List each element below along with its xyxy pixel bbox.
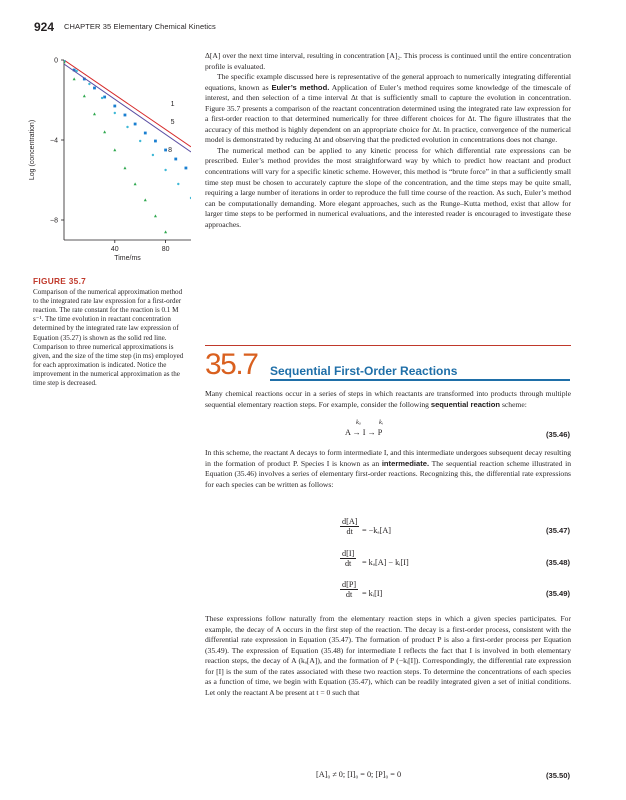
data-point bbox=[103, 96, 106, 99]
data-point bbox=[144, 132, 147, 135]
equation-35-49-rhs: = kᵢ[I] bbox=[362, 589, 383, 598]
section-number: 35.7 bbox=[205, 348, 258, 381]
data-point bbox=[174, 158, 177, 161]
x-tick-label: 40 bbox=[110, 246, 119, 253]
y-axis-label: Log (concentration) bbox=[29, 119, 36, 181]
body-paragraph-scheme: In this scheme, the reactant A decays to form intermediate I, and this intermediate undergoes subsequent decay resulting in the formation of product P. Species I is known as an intermediate. The sequential reaction scheme illustrated in Equation (35.46) involves a series of elementary first-order reactions. Recognizing this, the differential rate expressions for each species can be written as follows: bbox=[205, 448, 571, 489]
equation-number: (35.48) bbox=[545, 558, 570, 567]
running-header bbox=[0, 20, 626, 34]
data-point bbox=[88, 83, 90, 85]
term-euler: Euler’s method. bbox=[271, 82, 330, 92]
data-point bbox=[114, 112, 116, 114]
equation-35-46 bbox=[345, 419, 383, 437]
data-point bbox=[139, 140, 141, 142]
equation-number: (35.49) bbox=[545, 589, 570, 598]
data-point bbox=[124, 114, 127, 117]
data-point bbox=[83, 94, 86, 97]
equation-35-48-rhs: = kₐ[A] − kᵢ[I] bbox=[362, 558, 409, 567]
equation-number: (35.50) bbox=[545, 771, 570, 780]
data-point bbox=[174, 246, 177, 249]
term-sequential: sequential reaction bbox=[430, 399, 501, 409]
data-point bbox=[134, 182, 137, 185]
series-label: 1 bbox=[170, 101, 175, 108]
term-intermediate: intermediate. bbox=[381, 458, 430, 468]
data-point bbox=[144, 198, 147, 201]
data-point bbox=[126, 126, 128, 128]
body-column-top bbox=[205, 51, 571, 230]
section-rule bbox=[205, 345, 571, 346]
equation-35-47-fraction: $\frac{d[A]}{dt}$ bbox=[342, 517, 358, 536]
equation-35-47-rhs: = −kₐ[A] bbox=[362, 526, 391, 535]
x-axis-label: Time/ms bbox=[114, 255, 141, 262]
rate-constant-ka: kₐ bbox=[356, 419, 361, 426]
data-point bbox=[101, 97, 103, 99]
page-number: 924 bbox=[34, 20, 55, 34]
data-point bbox=[185, 167, 188, 170]
rate-constant-ki: kᵢ bbox=[379, 419, 383, 426]
equation-number: (35.47) bbox=[545, 526, 570, 535]
body-paragraph-explanation: These expressions follow naturally from the elementary reaction steps in which a given species participates. For example, the decay of A occurs in the first step of the reaction. The decay is a first-order process, consistent with the differential rate expression in Equation (35.47). The formation of product P is also a first-order process per Equation (35.49). The expression of Equation (35.48) for intermediate I reflects the fact that I is involved in both elementary reaction steps, the decay of A (kₐ[A]), and the formation of P (−kᵢ[I]). Correspondingly, the differential rate expression for [I] is the sum of the rates associated with these two reaction steps. To determine the concentrations of each species as a function of time, we begin with Equation (35.47), which can be readily integrated given a set of initial conditions. Let only the reactant A be present at t = 0 such that bbox=[205, 614, 571, 697]
data-point bbox=[152, 154, 154, 156]
data-point bbox=[113, 148, 116, 151]
section-title: Sequential First-Order Reactions bbox=[270, 364, 458, 378]
x-tick-label: 80 bbox=[161, 246, 170, 253]
data-point bbox=[164, 169, 166, 171]
figure-label: FIGURE 35.7 bbox=[33, 276, 87, 286]
series-label: 5 bbox=[170, 119, 175, 126]
data-point bbox=[113, 105, 116, 108]
equation-35-50: [A]₀ ≠ 0; [I]₀ = 0; [P]₀ = 0 bbox=[316, 770, 402, 779]
chart-labels bbox=[29, 58, 175, 263]
data-point bbox=[93, 112, 96, 115]
series-label: 8 bbox=[168, 147, 173, 154]
body-paragraph-intro: Many chemical reactions occur in a series of steps in which reactants are transformed into products through multiple sequential elementary reaction steps. For example, consider the following sequential reaction scheme: bbox=[205, 389, 571, 409]
y-tick-label: −8 bbox=[50, 217, 58, 225]
data-point bbox=[164, 230, 167, 233]
equation-35-48-fraction: $\frac{d[I]}{dt}$ bbox=[342, 549, 355, 568]
reaction-scheme: A → I → P bbox=[345, 428, 383, 437]
data-point bbox=[154, 214, 157, 217]
data-point bbox=[154, 140, 157, 143]
figure-caption-block bbox=[33, 277, 189, 388]
figure-caption: Comparison of the numerical approximation method to the integrated rate law expression for a first-order reaction. The rate constant for the reaction is 0.1 M s⁻¹. The time evolution in reactant concentration determined by the integrated rate law expression of Equation (35.27) is shown as the solid red line. Comparison to three numerical approximations is given, and the size of the time step (in ms) employed for each approximation is indicated. Notice the improvement in the numerical approximation as the time step is decreased. bbox=[33, 288, 184, 388]
figure-chart bbox=[26, 50, 196, 272]
series-line bbox=[64, 64, 191, 152]
equation-number: (35.46) bbox=[545, 430, 570, 439]
section-underline bbox=[270, 379, 570, 381]
data-point bbox=[164, 149, 167, 152]
chart-marks bbox=[63, 60, 193, 266]
data-point bbox=[103, 130, 106, 133]
data-point bbox=[177, 183, 179, 185]
data-point bbox=[190, 197, 192, 199]
y-tick-label: −4 bbox=[50, 137, 58, 145]
data-point bbox=[73, 77, 76, 80]
paragraph: The specific example discussed here is representative of the general approach to numerically integrating differential equations, known as Euler’s method. Application of Euler’s method requires some knowledge of the timescale of interest, and then selection of a time interval Δt that is sufficiently small to capture the evolution in concentration. Figure 35.7 presents a comparison of the reactant concentration determined using the integrated rate law expression for a first-order reaction to that determined numerically for three different choices for Δt. The figure illustrates that the accuracy of this method is highly dependent on an appropriate choice for Δt. In practice, convergence of the numerical model is demonstrated by reducing Δt and observing that the predicted evolution in concentrations does not change. bbox=[205, 72, 571, 145]
paragraph: Δ[A] over the next time interval, resulting in concentration [A]₂. This process is continued until the entire concentration profile is evaluated. bbox=[205, 51, 571, 71]
data-point bbox=[134, 123, 137, 126]
chapter-title: CHAPTER 35 Elementary Chemical Kinetics bbox=[64, 22, 216, 31]
series-group bbox=[63, 60, 193, 266]
y-tick-label: 0 bbox=[54, 57, 58, 65]
paragraph: The numerical method can be applied to any kinetic process for which differential rate expressions can be prescribed. Euler’s method provides the most straightforward way by which to predict how reactant and product concentrations will vary for a specific kinetic scheme. However, this method is “brute force” in that a sufficiently small time step must be chosen to accurately capture the slope of the concentration, and the time steps may be quite small, requiring a large number of iterations in order to reproduce the full time course of the reaction. As such, Euler’s method can be computationally demanding. More elegant approaches, such as the Runge–Kutta method, exist that allow for larger time steps to be performed in numerical evaluations, and the interested reader is encouraged to investigate these approaches. bbox=[205, 145, 571, 229]
data-point bbox=[184, 262, 187, 265]
data-point bbox=[93, 87, 96, 90]
equation-35-49-fraction: $\frac{d[P]}{dt}$ bbox=[342, 580, 357, 599]
data-point bbox=[123, 166, 126, 169]
